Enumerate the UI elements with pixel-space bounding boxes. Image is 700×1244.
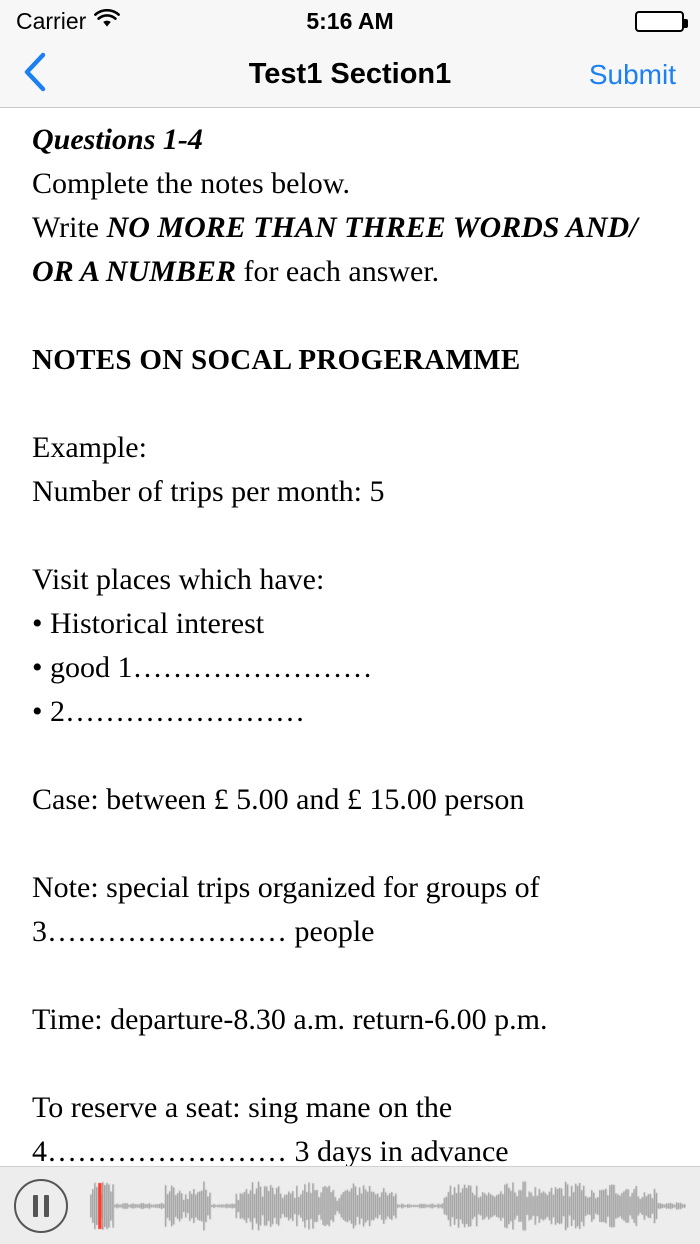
visit-label: Visit places which have: [32,563,325,596]
status-bar [0,0,700,42]
questions-heading: Questions 1-4 [32,123,203,156]
submit-button[interactable]: Submit [588,58,676,90]
content-spacer [32,294,670,338]
bullet-2: • good 1…………………… [32,651,373,684]
battery-full-icon [635,11,684,32]
case-line: Case: between £ 5.00 and £ 15.00 person [32,783,525,816]
status-bar-right [635,11,684,32]
content-spacer [32,954,670,998]
question-content[interactable] [0,108,700,1166]
instruction-3-plain-post: for each answer. [235,255,440,288]
content-spacer [32,1042,670,1086]
content-spacer [32,734,670,778]
time-line: Time: departure-8.30 a.m. return-6.00 p.m. [32,1003,548,1036]
instruction-1: Complete the notes below. [32,167,350,200]
content-spacer [32,822,670,866]
wifi-icon [94,8,120,35]
carrier-label: Carrier [16,7,87,34]
note-line-1: Note: special trips organized for groups of [32,871,540,904]
reserve-line-2: 4…………………… 3 days in advance [32,1135,509,1166]
chevron-left-icon [22,51,48,98]
instruction-3-emphasis: OR A NUMBER [32,255,236,288]
bullet-1: • Historical interest [32,607,265,640]
bullet-3: • 2…………………… [32,695,306,728]
back-button[interactable] [0,42,70,108]
reserve-line-1: To reserve a seat: sing mane on the [32,1091,453,1124]
instruction-2-emphasis: NO MORE THAN THREE WORDS AND/ [106,211,638,244]
audio-waveform-scrubber[interactable] [80,1177,686,1235]
instruction-2 [32,206,670,250]
waveform-canvas [80,1177,686,1235]
example-value: Number of trips per month: 5 [32,475,385,508]
instruction-3 [32,250,670,294]
instruction-2-plain-pre: Write [32,211,107,244]
audio-player [0,1166,700,1244]
content-spacer [32,382,670,426]
notes-title: NOTES ON SOCAL PROGERAMME [32,344,521,376]
note-line-2: 3…………………… people [32,915,375,948]
page-title: Test1 Section1 [248,58,452,90]
example-label: Example: [32,431,147,464]
status-bar-left [16,8,120,35]
navigation-bar [0,42,700,108]
content-spacer [32,514,670,558]
pause-button[interactable] [14,1179,68,1233]
pause-icon [33,1195,49,1217]
status-bar-clock: 5:16 AM [306,7,394,34]
